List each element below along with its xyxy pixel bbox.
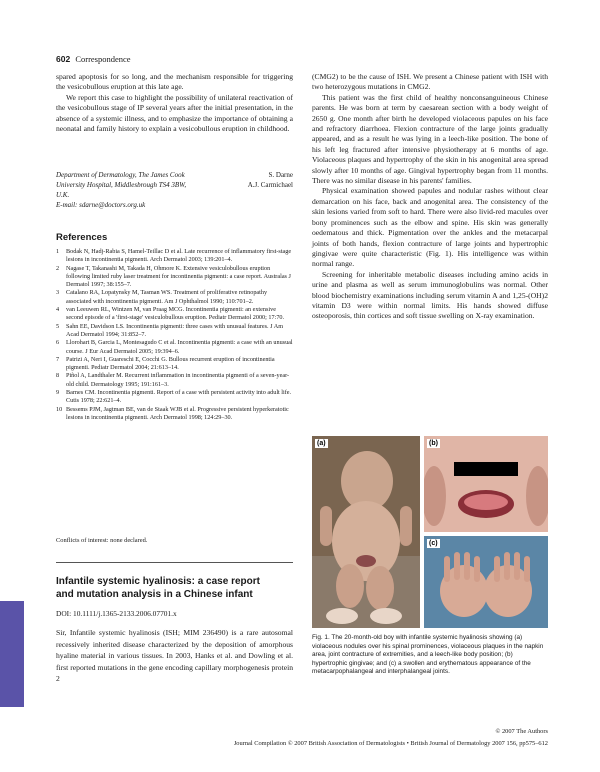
divider: [56, 562, 293, 563]
left-column-text: [56, 72, 293, 134]
reference-item: 10 Bessems PJM, Jagtman BE, van de Staak WJB et al. Progressive persistent hyperkeratotic lesions in incontinentia pigmenti. Arch Dermatol 1998; 124:29–30.: [56, 405, 289, 421]
page-number: 602: [56, 54, 71, 64]
reference-item: 1 Bodak N, Hadj-Rabia S, Hamel-Teillac D et al. Late recurrence of inflammatory first-stage lesions in incontinentia pigmenti. Arch Dermatol 2003; 139:201–4.: [56, 248, 292, 264]
conflicts-statement: Conflicts of interest: none declared.: [56, 537, 148, 544]
reference-item: 4 van Leeuwen RL, Wintzen M, van Praag MCG. Incontinentia pigmenti: an extensive second episode of a 'first-stage' vesiculobullous eruption. Pediatr Dermatol 2000; 17:70.: [56, 306, 285, 322]
author-affiliation: [56, 170, 293, 210]
reference-item: 9 Barnes CM. Incontinentia pigmenti. Report of a case with persistent activity into adult life. Cutis 1978; 22:621–4.: [56, 389, 292, 405]
references-heading: References: [56, 232, 108, 243]
section-color-tab: [0, 601, 24, 707]
affiliation-line: Department of Dermatology, The James Cook: [56, 171, 185, 179]
right-column-text: [312, 72, 548, 322]
paragraph: Physical examination showed papules and nodular rashes without clear demarcation on his face, back and anogenital area. The consistency of the skin lesions varied from soft to hard. There were also livid-red macules over bony prominences such as the elbow and spine. His skin was generally oedematous and thick. Pigmentation over the ankles and the metacarpal joints of both hands, flexion contracture of large joints and hypertrophic gingivae were quite characteristic (Fig. 1). His intelligence was within normal range.: [312, 186, 548, 269]
reference-item: 8 Piñol A, Landthaler M. Recurrent inflammation in incontinentia pigmenti of a seven-year-old child. Dermatology 1995; 191:161–3.: [56, 372, 290, 388]
figure-panel-a: [312, 436, 420, 628]
article-body-text: Sir, Infantile systemic hyalinosis (ISH; MIM 236490) is a rare autosomal recessively inherited disease characterized by the deposition of amorphous hyaline material in various tissues. In 2003, Hanks et al. and Dowling et al. first reported mutations in the gene encoding capillary morphogenesis protein 2: [56, 628, 293, 684]
panel-label: (c): [429, 540, 438, 547]
reference-item: 7 Patrizi A, Neri I, Guareschi E, Cocchi G. Bullous recurrent eruption of incontinentia pigmenti. Pediatr Dermatol 2004; 21:613–14.: [56, 355, 275, 372]
author-name: S. Darne: [268, 171, 293, 179]
paragraph: This patient was the first child of healthy nonconsanguineous Chinese parents. He was born at term by caesarean section with a body weight of 2650 g. One month after birth he developed violaceous papules on his face and refractory diarrhoea. Flexion contracture of the large joints gradually appeared, and as a result he was lying in a leech-like position. The bone of his left leg fractured after intensive physiotherapy at 6 months of age. Violaceous plaques and hypertrophy of the skin in his anogenital area spread slowly after 10 months of age. Gingival hypertrophy began from 11 months. There was no similar disease in his parents' families.: [312, 92, 548, 186]
reference-item: 6 Llorohart B, Garcia L, Montesagudo C et al. Incontinentia pigmenti: a case with an unusual course. J Eur Acad Dermatol 2005; 19:394–6.: [56, 339, 293, 355]
running-header: [56, 54, 276, 64]
paragraph: Screening for inheritable metabolic diseases including amino acids in urine and plasma as well as serum immunoglobulins was normal. Other blood biochemistry examinations including serum vitamin A and 1,25-(OH)2 vitamin D3 were within normal limits. His hands showed diffuse osteoporosis, thin cortices and soft tissue swelling on X-ray examination.: [312, 269, 548, 321]
reference-list: [56, 248, 293, 422]
panel-label: (b): [429, 440, 438, 447]
panel-label: (a): [317, 440, 326, 447]
article-title: Infantile systemic hyalinosis: a case report and mutation analysis in a Chinese infant: [56, 576, 260, 600]
author-name: A.J. Carmichael: [247, 181, 293, 189]
section-title: Correspondence: [75, 54, 131, 64]
author-email: E-mail: sdarne@doctors.org.uk: [56, 201, 146, 209]
affiliation-line: U.K.: [56, 191, 70, 199]
reference-item: 2 Nagase T, Takanashi M, Takada H, Ohmore K. Extensive vesiculobullous eruption following limited ruby laser treatment for incontinentia pigmenti: a case report. Australas J Dermatol 1997; 38:155–7.: [56, 264, 291, 289]
footer-copyright: © 2007 The Authors: [495, 728, 548, 735]
paragraph: We report this case to highlight the possibility of unilateral reactivation of the vesicobullous stage of IP several years after the initial presentation, in the absence of a systemic illness, and to emphasize the importance of obtaining a neonatal and family history to explain a vesicobullous eruption in childhood.: [56, 92, 293, 134]
footer-journal: Journal Compilation © 2007 British Association of Dermatologists • British Journal of Dermatology 2007 156, pp575–612: [233, 740, 548, 747]
reference-item: 5 Sahn EE, Davidson LS. Incontinentia pigmenti: three cases with unusual features. J Am Acad Dermatol 1994; 31:852–7.: [56, 322, 284, 338]
figure-caption: Fig. 1. The 20-month-old boy with infantile systemic hyalinosis showing (a) violaceous nodules over his spinal prominences, violaceous plaques in the napkin area, joint contracture of extremities, and a leech-like body position; (b) hypertrophic gingivae; and (c) a swollen and erythematous appearance of the metacarpophalangeal and interphalangeal joints.: [312, 634, 544, 676]
paragraph: (CMG2) to be the cause of ISH. We present a Chinese patient with ISH with two heterozygous mutations in CMG2.: [312, 72, 548, 92]
reference-item: 3 Catalano RA, Lopatynsky M, Tasman WS. Treatment of proliferative retinopathy associated with incontinentia pigmenti. Am J Ophthalmol 1990; 110:701–2.: [56, 289, 268, 305]
figure-panel-c: [424, 536, 548, 628]
figure-panel-b: [424, 436, 548, 532]
paragraph: spared apoptosis for so long, and the mechanism responsible for triggering the vesicobullous eruption at this late age.: [56, 72, 293, 92]
gingivae-photo: [424, 436, 548, 532]
affiliation-line: University Hospital, Middlesbrough TS4 3BW,: [56, 181, 187, 189]
hands-photo: [424, 536, 548, 628]
article-doi: DOI: 10.1111/j.1365-2133.2006.07701.x: [56, 609, 177, 618]
figure-1: [312, 436, 548, 628]
infant-photo: [312, 436, 420, 628]
